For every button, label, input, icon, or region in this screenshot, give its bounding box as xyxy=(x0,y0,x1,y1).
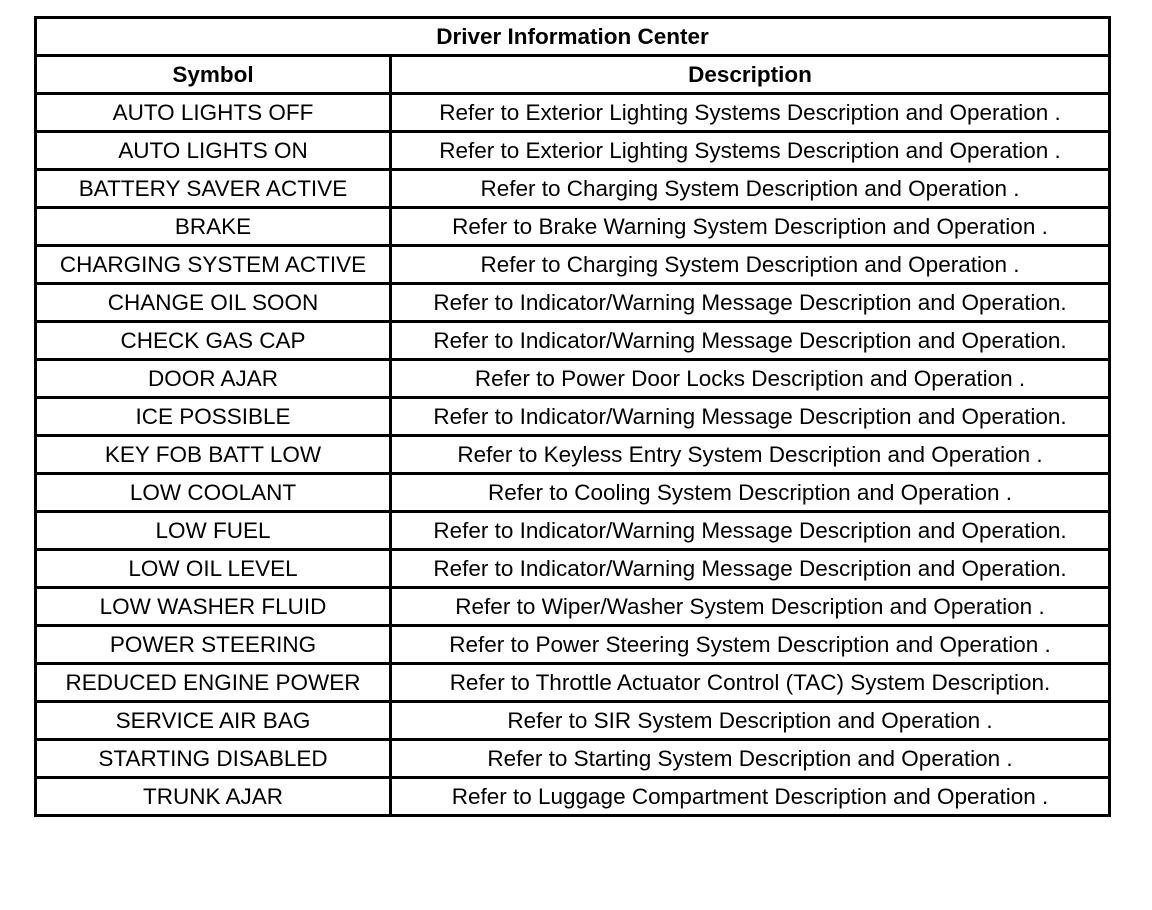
symbol-cell: LOW COOLANT xyxy=(36,474,391,512)
description-column-header: Description xyxy=(391,56,1110,94)
symbol-cell: TRUNK AJAR xyxy=(36,778,391,816)
description-cell: Refer to Wiper/Washer System Description and Operation . xyxy=(391,588,1110,626)
table-row xyxy=(36,588,1110,626)
symbol-cell: CHARGING SYSTEM ACTIVE xyxy=(36,246,391,284)
symbol-cell: BATTERY SAVER ACTIVE xyxy=(36,170,391,208)
symbol-cell: REDUCED ENGINE POWER xyxy=(36,664,391,702)
symbol-cell: LOW OIL LEVEL xyxy=(36,550,391,588)
table-row xyxy=(36,360,1110,398)
symbol-cell: AUTO LIGHTS ON xyxy=(36,132,391,170)
table-row xyxy=(36,664,1110,702)
symbol-cell: SERVICE AIR BAG xyxy=(36,702,391,740)
table-row xyxy=(36,208,1110,246)
table-row xyxy=(36,284,1110,322)
table-row xyxy=(36,322,1110,360)
table-row xyxy=(36,398,1110,436)
description-cell: Refer to Charging System Description and Operation . xyxy=(391,246,1110,284)
symbol-cell: LOW FUEL xyxy=(36,512,391,550)
symbol-cell: AUTO LIGHTS OFF xyxy=(36,94,391,132)
description-cell: Refer to Power Door Locks Description and Operation . xyxy=(391,360,1110,398)
description-cell: Refer to SIR System Description and Operation . xyxy=(391,702,1110,740)
table-row xyxy=(36,132,1110,170)
table-row xyxy=(36,702,1110,740)
table-row xyxy=(36,512,1110,550)
table-row xyxy=(36,474,1110,512)
description-cell: Refer to Exterior Lighting Systems Description and Operation . xyxy=(391,94,1110,132)
symbol-cell: BRAKE xyxy=(36,208,391,246)
symbol-cell: KEY FOB BATT LOW xyxy=(36,436,391,474)
driver-information-center-table xyxy=(34,16,1111,817)
symbol-cell: LOW WASHER FLUID xyxy=(36,588,391,626)
table-row xyxy=(36,94,1110,132)
description-cell: Refer to Charging System Description and Operation . xyxy=(391,170,1110,208)
table-row xyxy=(36,436,1110,474)
description-cell: Refer to Starting System Description and Operation . xyxy=(391,740,1110,778)
table-row xyxy=(36,170,1110,208)
table-row xyxy=(36,246,1110,284)
symbol-cell: STARTING DISABLED xyxy=(36,740,391,778)
symbol-cell: POWER STEERING xyxy=(36,626,391,664)
table-header-row xyxy=(36,56,1110,94)
description-cell: Refer to Brake Warning System Description and Operation . xyxy=(391,208,1110,246)
description-cell: Refer to Indicator/Warning Message Description and Operation. xyxy=(391,322,1110,360)
symbol-cell: DOOR AJAR xyxy=(36,360,391,398)
symbol-column-header: Symbol xyxy=(36,56,391,94)
table-row xyxy=(36,550,1110,588)
table-row xyxy=(36,626,1110,664)
description-cell: Refer to Exterior Lighting Systems Description and Operation . xyxy=(391,132,1110,170)
description-cell: Refer to Power Steering System Description and Operation . xyxy=(391,626,1110,664)
description-cell: Refer to Keyless Entry System Description and Operation . xyxy=(391,436,1110,474)
description-cell: Refer to Indicator/Warning Message Description and Operation. xyxy=(391,398,1110,436)
description-cell: Refer to Indicator/Warning Message Description and Operation. xyxy=(391,284,1110,322)
description-cell: Refer to Indicator/Warning Message Description and Operation. xyxy=(391,512,1110,550)
table-title: Driver Information Center xyxy=(36,18,1110,56)
description-cell: Refer to Luggage Compartment Description and Operation . xyxy=(391,778,1110,816)
symbol-cell: ICE POSSIBLE xyxy=(36,398,391,436)
table-row xyxy=(36,778,1110,816)
symbol-cell: CHECK GAS CAP xyxy=(36,322,391,360)
description-cell: Refer to Cooling System Description and Operation . xyxy=(391,474,1110,512)
table-row xyxy=(36,740,1110,778)
description-cell: Refer to Indicator/Warning Message Description and Operation. xyxy=(391,550,1110,588)
symbol-cell: CHANGE OIL SOON xyxy=(36,284,391,322)
description-cell: Refer to Throttle Actuator Control (TAC) System Description. xyxy=(391,664,1110,702)
table-title-row xyxy=(36,18,1110,56)
